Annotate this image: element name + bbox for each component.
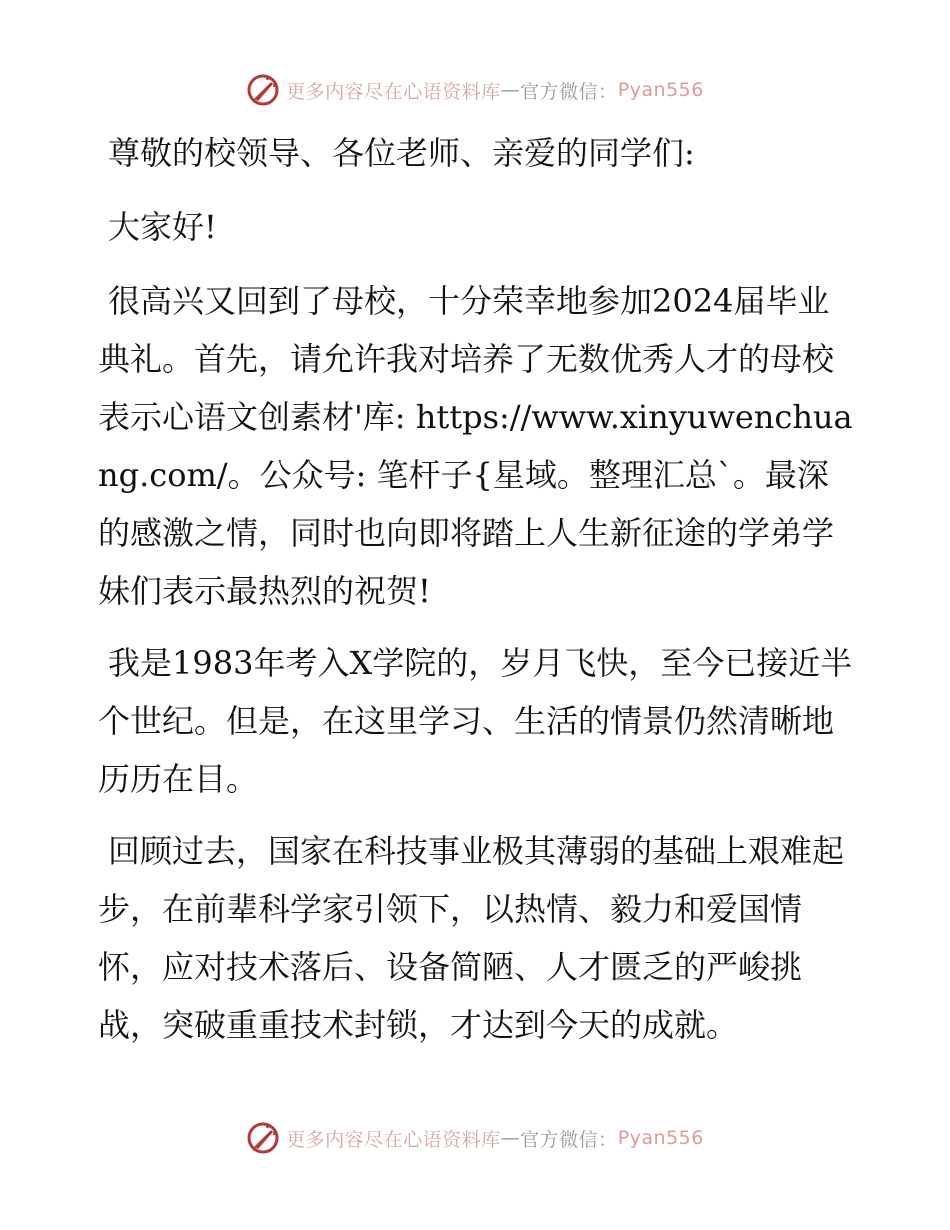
paragraph-2-text: 我是1983年考入X学院的，岁月飞快，至今已接近半个世纪。但是，在这里学习、生活的情景仍然清晰地历历在目。	[98, 644, 853, 798]
feather-pen-logo-icon	[246, 73, 280, 107]
feather-pen-logo-icon	[246, 1121, 280, 1155]
salutation-text: 尊敬的校领导、各位老师、亲爱的同学们:	[108, 134, 695, 172]
header-watermark-banner	[0, 70, 950, 110]
paragraph-1	[98, 272, 858, 620]
paragraph-2	[98, 634, 858, 808]
banner-wechat-label: 官方微信：	[520, 80, 618, 103]
banner-wechat-id: Pyan556	[617, 79, 704, 101]
banner-wechat-id: Pyan556	[617, 1127, 704, 1149]
salutation-line	[98, 124, 858, 182]
paragraph-3-text: 回顾过去，国家在科技事业极其薄弱的基础上艰难起步，在前辈科学家引领下，以热情、毅力和爱国情怀，应对技术落后、设备简陋、人才匮乏的严峻挑战，突破重重技术封锁，才达到今天的成就。	[98, 832, 845, 1044]
greeting-line	[98, 198, 858, 256]
banner-wechat-label: 官方微信：	[520, 1128, 618, 1151]
footer-watermark-banner	[0, 1118, 950, 1158]
paragraph-3	[98, 822, 858, 1054]
paragraph-1-text: 很高兴又回到了母校，十分荣幸地参加2024届毕业典礼。首先，请允许我对培养了无数优秀人才的母校表示心语文创素材'库: https://www.xinyuwenchuang.com/。公众号: 笔杆子{星域。整理汇总`。最深的感激之情，同时也向即将踏上人生新征途的学弟学妹们表示最热烈的祝贺!	[98, 282, 853, 610]
document-body	[98, 124, 858, 1054]
banner-separator: —	[500, 1127, 521, 1149]
banner-separator: —	[500, 79, 521, 101]
banner-text-main: 更多内容尽在心语资料库	[286, 1128, 501, 1151]
banner-text-main: 更多内容尽在心语资料库	[286, 80, 501, 103]
greeting-text: 大家好!	[108, 208, 217, 246]
